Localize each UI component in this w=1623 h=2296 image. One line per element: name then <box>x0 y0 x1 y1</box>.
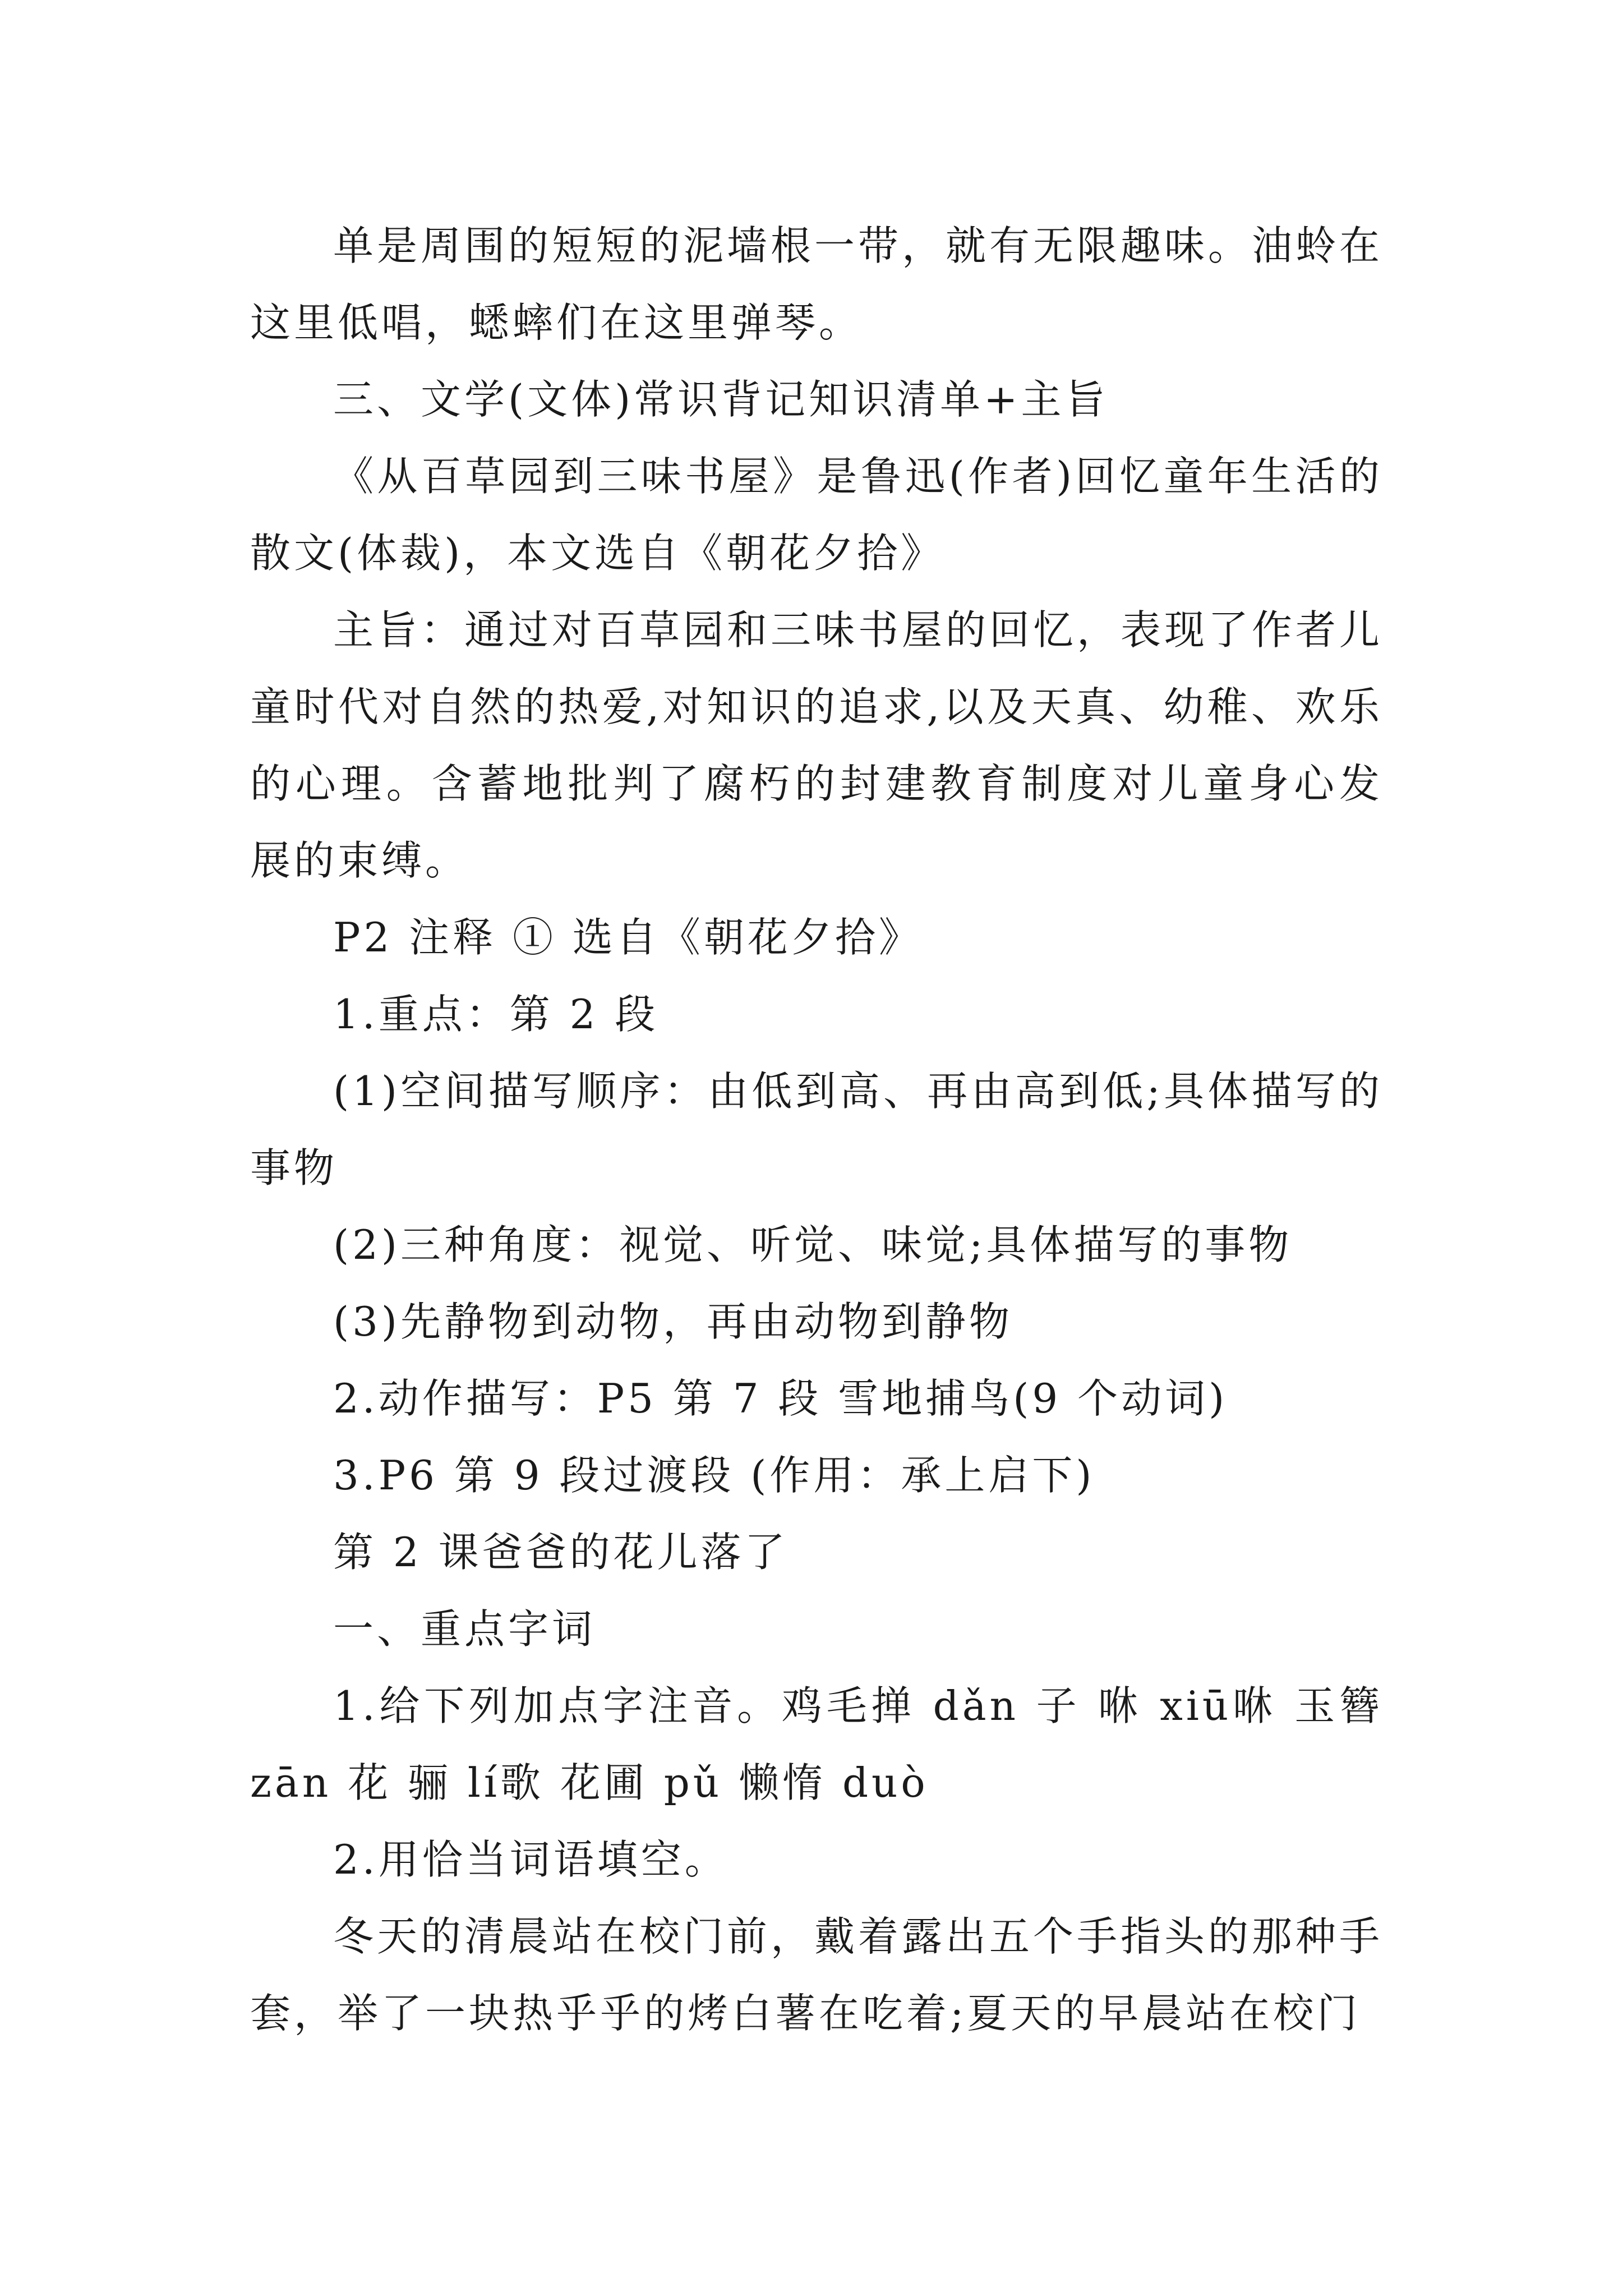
list-item: 3.P6 第 9 段过渡段 (作用：承上启下) <box>333 1452 1095 1499</box>
paragraph: 冬天的清晨站在校门前，戴着露出五个手指头的那种手套，举了一块热乎乎的烤白薯在吃着;夏天的早晨站在校门 <box>250 1913 1384 2037</box>
section-heading: 三、文学(文体)常识背记知识清单+主旨 <box>333 376 1109 423</box>
paragraph: 单是周围的短短的泥墙根一带，就有无限趣味。油蛉在这里低唱，蟋蟀们在这里弹琴。 <box>250 222 1384 346</box>
paragraph: 《从百草园到三味书屋》是鲁迅(作者)回忆童年生活的散文(体裁)，本文选自《朝花夕拾》 <box>250 453 1383 577</box>
list-item: 2.动作描写：P5 第 7 段 雪地捕鸟(9 个动词) <box>333 1375 1228 1422</box>
note-line: P2 注释 ① 选自《朝花夕拾》 <box>333 914 923 961</box>
list-item: 2.用恰当词语填空。 <box>333 1836 728 1883</box>
theme-paragraph: 主旨：通过对百草园和三味书屋的回忆，表现了作者儿童时代对自然的热爱,对知识的追求,以及天真、幼稚、欢乐的心理。含蓄地批判了腐朽的封建教育制度对儿童身心发展的束缚。 <box>250 606 1384 884</box>
list-item: 1.给下列加点字注音。鸡毛掸 dǎn 子 咻 xiū咻 玉簪 zān 花 骊 lí歌 花圃 pǔ 懒惰 duò <box>250 1682 1383 1806</box>
lesson-title: 第 2 课爸爸的花儿落了 <box>333 1529 789 1576</box>
document-body <box>250 208 1383 2052</box>
section-heading: 一、重点字词 <box>333 1605 596 1653</box>
list-item: (3)先静物到动物，再由动物到静物 <box>333 1298 1013 1345</box>
list-item: (2)三种角度：视觉、听觉、味觉;具体描写的事物 <box>333 1221 1293 1268</box>
list-item: (1)空间描写顺序：由低到高、再由高到低;具体描写的事物 <box>250 1068 1383 1191</box>
list-item: 1.重点：第 2 段 <box>333 991 659 1038</box>
